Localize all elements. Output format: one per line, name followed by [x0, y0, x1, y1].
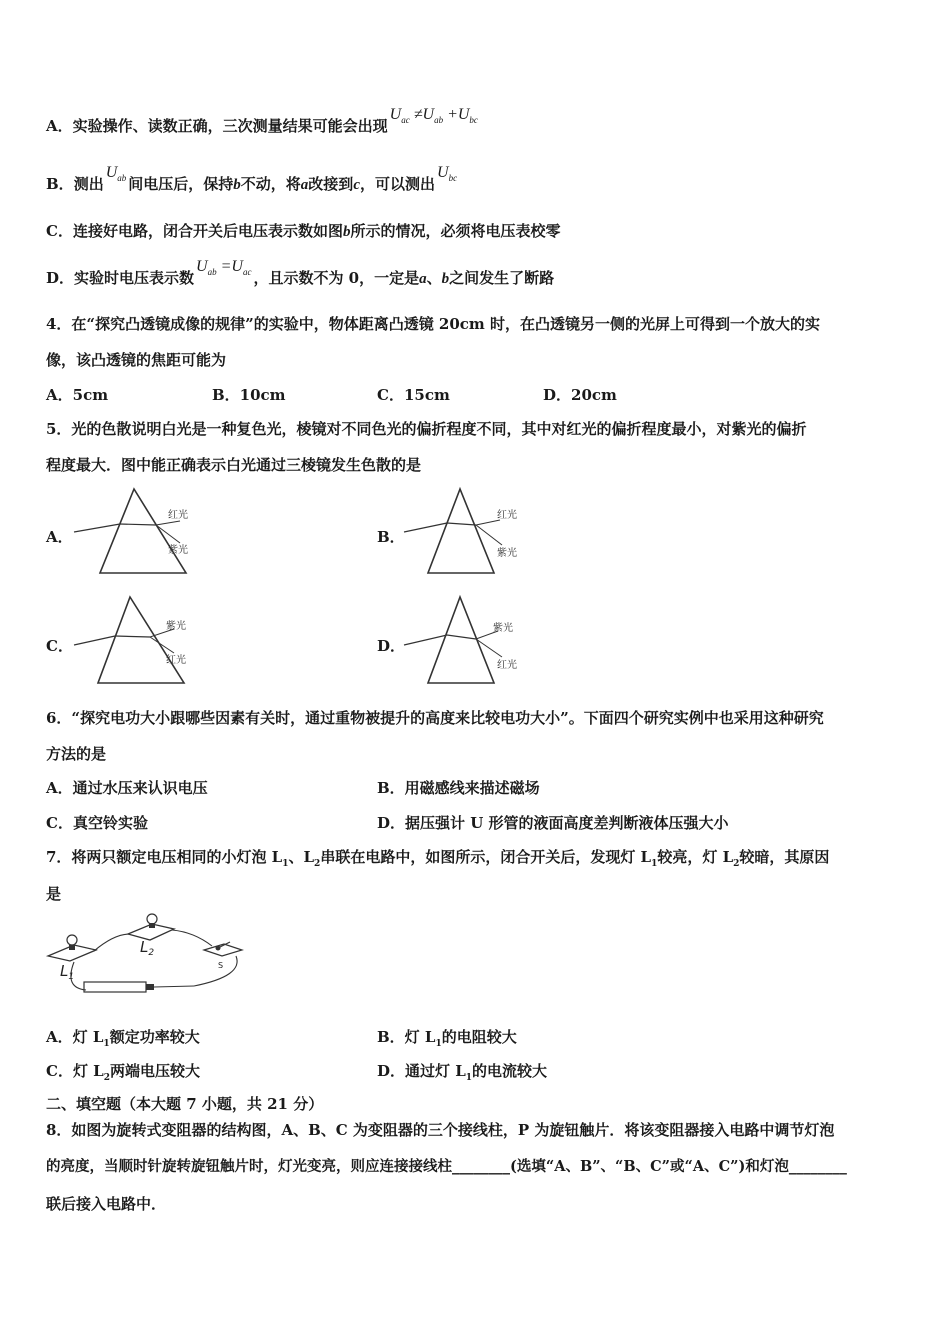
prism-figure-a: [70, 485, 200, 584]
q8-stem-line1: 8．如图为旋转式变阻器的结构图，A、B、C 为变阻器的三个接线柱，P 为旋钮触片．将该变阻器接入电路中调节灯泡: [46, 1121, 835, 1139]
q5-stem-line1: 5．光的色散说明白光是一种复色光，棱镜对不同色光的偏折程度不同，其中对红光的偏折程度最小，对紫光的偏折: [46, 420, 807, 438]
q3-option-a: A．实验操作、读数正确，三次测量结果可能会出现$U_{ac} \ne U_{ab} +U_{bc}$: [46, 106, 478, 135]
q5-label-d: D．: [377, 637, 406, 655]
label-switch: S: [218, 961, 224, 970]
q5-stem-line2: 程度最大．图中能正确表示白光通过三棱镜发生色散的是: [46, 456, 422, 474]
label-violet: 紫光: [493, 623, 513, 634]
q4-option-a: A．5cm: [46, 386, 109, 404]
q4-option-c: C．15cm: [377, 386, 450, 404]
q6-option-a: A．通过水压来认识电压: [46, 779, 208, 797]
q4-stem-line1: 4．在“探究凸透镜成像的规律”的实验中，物体距离凸透镜 20cm 时，在凸透镜另一侧的光屏上可得到一个放大的实: [46, 315, 821, 333]
q3-option-d: D．实验时电压表示数$U_{ab} =U_{ac}$ ，且示数不为 0，一定是a、b之间发生了断路: [46, 258, 555, 287]
q7-stem-line1: 7．将两只额定电压相同的小灯泡 $L_1$、$L_2$串联在电路中，如图所示，闭合开关后，发现灯 $L_1$较亮，灯 $L_2$较暗，其原因: [46, 848, 830, 869]
q7-option-b: B．灯 $L_1$的电阻较大: [377, 1028, 517, 1049]
q7-option-d: D．通过灯 $L_1$的电流较大: [377, 1062, 548, 1083]
q5-label-c: C．: [46, 637, 73, 655]
q4-option-d: D．20cm: [543, 386, 617, 404]
q4-stem-line2: 像，该凸透镜的焦距可能为: [46, 351, 227, 369]
q6-option-c: C．真空铃实验: [46, 814, 148, 832]
q7-option-c: C．灯 $L_2$两端电压较大: [46, 1062, 200, 1083]
q7-option-a: A．灯 $L_1$额定功率较大: [46, 1028, 200, 1049]
label-l2: $L_2$: [140, 938, 155, 958]
label-red: 红光: [497, 660, 517, 671]
formula-a: $U_{ac} \ne U_{ab} +U_{bc}$: [389, 106, 478, 126]
label-l1: $L_1$: [60, 962, 75, 982]
prism-figure-c: [70, 593, 200, 692]
label-violet: 紫光: [166, 621, 186, 632]
section-heading-fill-blank: 二、填空题（本大题 7 小题，共 21 分）: [46, 1095, 324, 1113]
q5-label-a: A．: [46, 528, 73, 546]
label-red: 红光: [166, 655, 186, 666]
prism-figure-d: [400, 593, 530, 692]
q3-option-b: B．测出$U_{ab}$ 间电压后，保持b不动，将a改接到c，可以测出$U_{bc}$: [46, 164, 458, 193]
label-violet: 紫光: [497, 548, 517, 559]
label-red: 红光: [497, 510, 517, 521]
series-circuit-figure: [44, 912, 249, 1004]
q3-option-c: C．连接好电路，闭合开关后电压表示数如图b所示的情况，必须将电压表校零: [46, 222, 561, 240]
q4-option-b: B．10cm: [212, 386, 286, 404]
prism-figure-b: [400, 485, 530, 584]
q7-stem-line2: 是: [46, 885, 62, 903]
q6-stem-line1: 6．“探究电功大小跟哪些因素有关时，通过重物被提升的高度来比较电功大小”。下面四个研究实例中也采用这种研究: [46, 709, 824, 727]
q6-option-d: D．据压强计 U 形管的液面高度差判断液体压强大小: [377, 814, 729, 832]
q8-stem-line3: 联后接入电路中．: [46, 1195, 167, 1213]
q8-stem-line2: 的亮度，当顺时针旋转旋钮触片时，灯光变亮，则应连接接线柱________(选填“A、B”、“B、C”或“A、C”)和灯泡________: [46, 1158, 847, 1175]
label-red: 红光: [168, 510, 188, 521]
q5-label-b: B．: [377, 528, 405, 546]
q6-stem-line2: 方法的是: [46, 745, 107, 763]
q6-option-b: B．用磁感线来描述磁场: [377, 779, 540, 797]
label-violet: 紫光: [168, 545, 188, 556]
